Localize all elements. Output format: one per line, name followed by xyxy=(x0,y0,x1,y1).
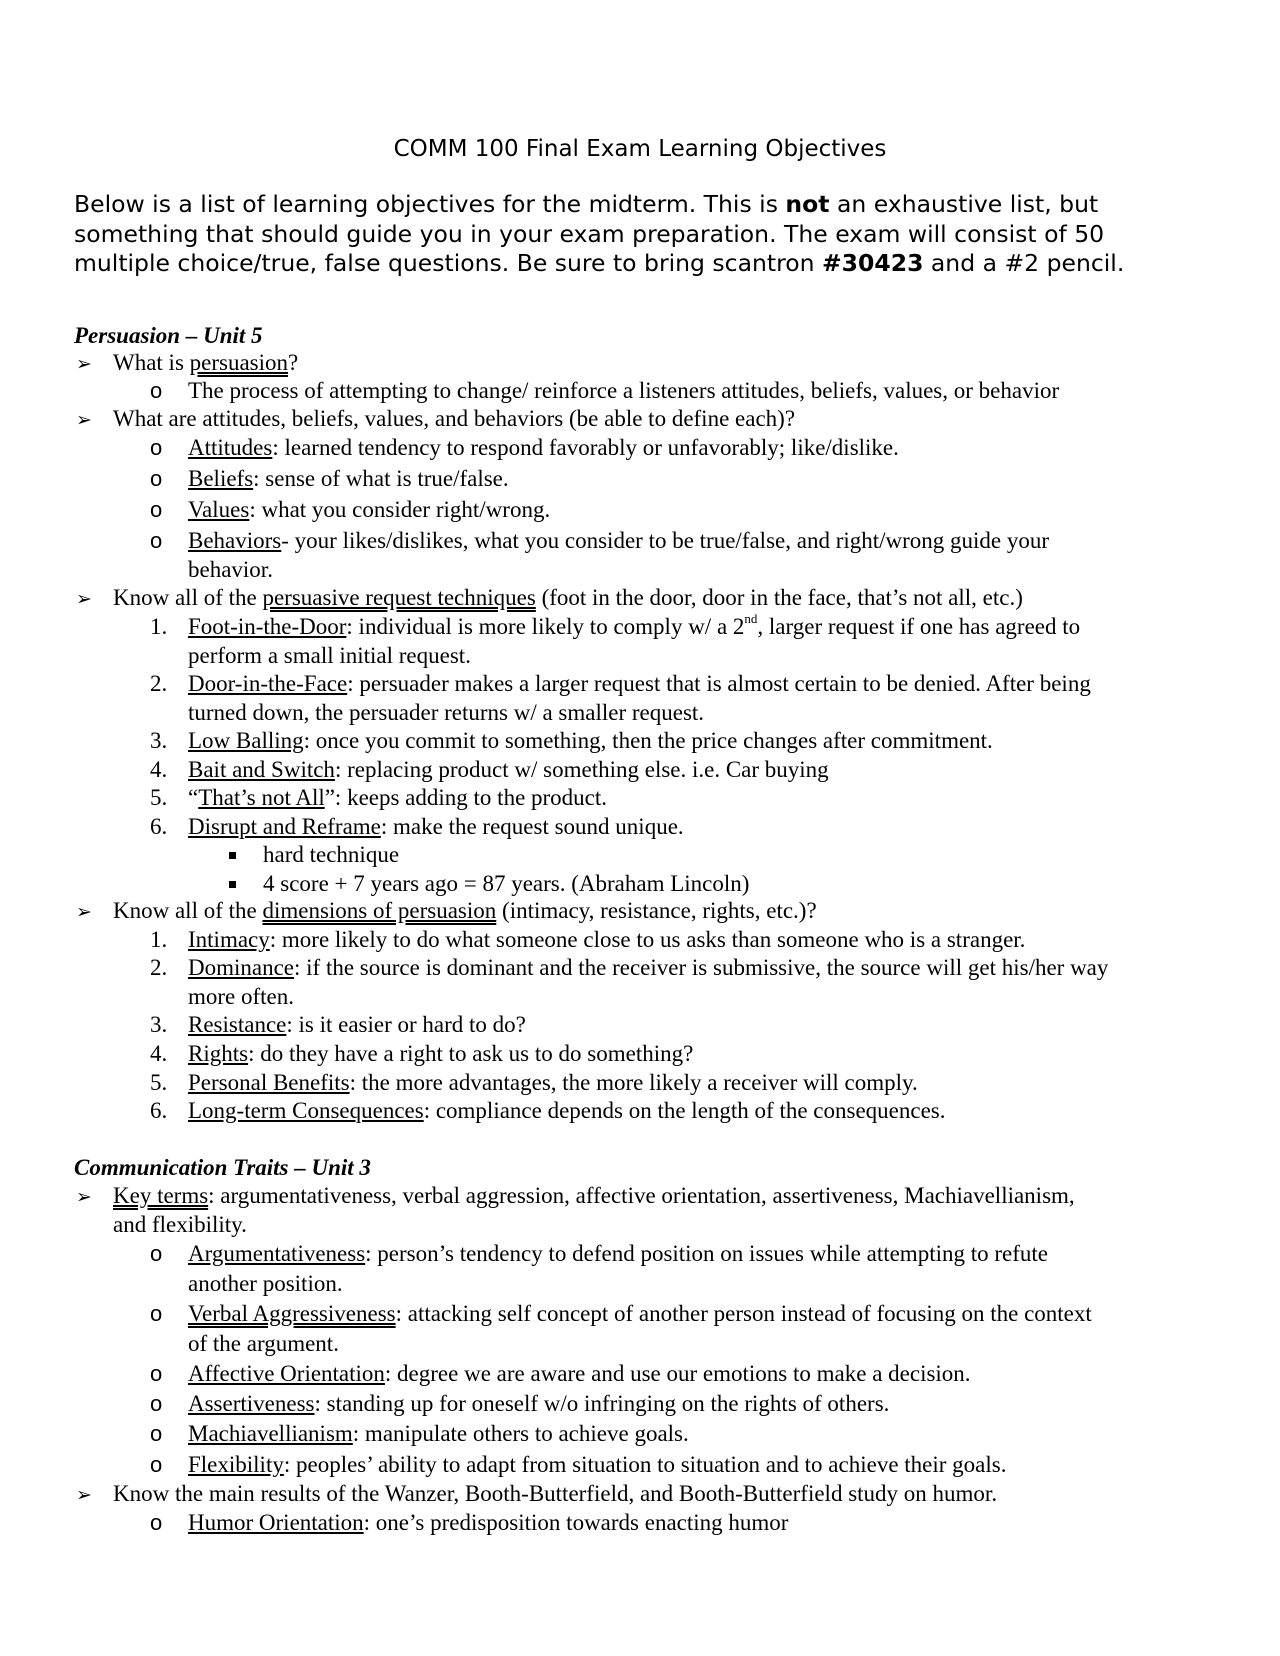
circle-bullet-icon: o xyxy=(150,1452,163,1477)
list-number: 6. xyxy=(150,1098,168,1123)
square-bullet-icon xyxy=(226,841,240,869)
intro-text-3: and a #2 pencil. xyxy=(923,249,1125,277)
list-number: 5. xyxy=(150,785,168,810)
arrow-bullet-icon: ➢ xyxy=(76,353,92,375)
arrow-bullet-icon: ➢ xyxy=(76,901,92,923)
definition-humor-orientation: Humor Orientation: one’s predisposition towards enacting humor xyxy=(188,1510,789,1535)
circle-bullet-icon: o xyxy=(150,1421,163,1446)
dimension-resistance: Resistance: is it easier or hard to do? xyxy=(188,1012,526,1037)
technique-door-in-face: Door-in-the-Face: persuader makes a larger request that is almost certain to be denied. After being xyxy=(188,671,1091,696)
intro-text-1: Below is a list of learning objectives for the midterm. This is xyxy=(74,190,786,218)
list-number: 2. xyxy=(150,671,168,696)
list-number: 4. xyxy=(150,757,168,782)
definition-behaviors: Behaviors- your likes/dislikes, what you consider to be true/false, and right/wrong guide your xyxy=(188,528,1050,553)
trait-flexibility: Flexibility: peoples’ ability to adapt from situation to situation and to achieve their goals. xyxy=(188,1452,1007,1477)
arrow-bullet-icon: ➢ xyxy=(76,1484,92,1506)
square-bullet-icon xyxy=(226,870,240,898)
answer-persuasion: The process of attempting to change/ reinforce a listeners attitudes, beliefs, values, or behavior xyxy=(188,378,1060,403)
arrow-bullet-icon: ➢ xyxy=(76,588,92,610)
trait-verbal-aggressiveness-cont: of the argument. xyxy=(188,1331,339,1356)
question-humor-study: Know the main results of the Wanzer, Booth-Butterfield, and Booth-Butterfield study on humor. xyxy=(113,1481,998,1506)
reframe-note: 4 score + 7 years ago = 87 years. (Abraham Lincoln) xyxy=(263,871,750,896)
trait-argumentativeness: Argumentativeness: person’s tendency to defend position on issues while attempting to refute xyxy=(188,1241,1048,1266)
circle-bullet-icon: o xyxy=(150,466,163,491)
question-persuasion xyxy=(113,349,298,377)
list-number: 4. xyxy=(150,1041,168,1066)
page-title: COMM 100 Final Exam Learning Objectives xyxy=(393,136,887,162)
intro-text-2: an exhaustive list, but something that should guide you in your exam preparation. The exam will consist of 50 multiple choice/true, false questions. Be sure to bring scantron xyxy=(74,190,1105,277)
list-number: 6. xyxy=(150,814,168,839)
intro-scantron-number: #30423 xyxy=(821,249,924,277)
definition-attitudes: Attitudes: learned tendency to respond favorably or unfavorably; like/dislike. xyxy=(188,435,899,460)
intro-paragraph xyxy=(74,190,1204,279)
definition-behaviors-cont: behavior. xyxy=(188,557,273,582)
technique-door-in-face-cont: turned down, the persuader returns w/ a smaller request. xyxy=(188,700,705,725)
technique-foot-in-door: Foot-in-the-Door: individual is more likely to comply w/ a 2nd, larger request if one has agreed to xyxy=(188,611,1081,639)
list-number: 5. xyxy=(150,1070,168,1095)
circle-bullet-icon: o xyxy=(150,1361,163,1386)
definition-beliefs: Beliefs: sense of what is true/false. xyxy=(188,466,509,491)
list-number: 3. xyxy=(150,1012,168,1037)
circle-bullet-icon: o xyxy=(150,497,163,522)
key-terms-cont: and flexibility. xyxy=(113,1212,247,1237)
technique-low-balling: Low Balling: once you commit to something, then the price changes after commitment. xyxy=(188,728,993,753)
dimension-personal-benefits: Personal Benefits: the more advantages, the more likely a receiver will comply. xyxy=(188,1070,918,1095)
trait-assertiveness: Assertiveness: standing up for oneself w/o infringing on the rights of others. xyxy=(188,1391,890,1416)
technique-foot-in-door-cont: perform a small initial request. xyxy=(188,643,471,668)
list-number: 1. xyxy=(150,927,168,952)
technique-disrupt-reframe: Disrupt and Reframe: make the request sound unique. xyxy=(188,814,684,839)
question-request-techniques: Know all of the persuasive request techniques (foot in the door, door in the face, that’s not all, etc.) xyxy=(113,585,1023,610)
question-dimensions: Know all of the dimensions of persuasion (intimacy, resistance, rights, etc.)? xyxy=(113,898,817,923)
list-number: 2. xyxy=(150,955,168,980)
dimension-intimacy: Intimacy: more likely to do what someone close to us asks than someone who is a stranger. xyxy=(188,927,1026,952)
arrow-bullet-icon: ➢ xyxy=(76,409,92,431)
dimension-long-term-consequences: Long-term Consequences: compliance depends on the length of the consequences. xyxy=(188,1098,946,1123)
circle-bullet-icon: o xyxy=(150,1510,163,1535)
dimension-rights: Rights: do they have a right to ask us to do something? xyxy=(188,1041,694,1066)
section-heading-unit3: Communication Traits – Unit 3 xyxy=(74,1155,371,1180)
arrow-bullet-icon: ➢ xyxy=(76,1186,92,1208)
trait-argumentativeness-cont: another position. xyxy=(188,1271,343,1296)
trait-affective-orientation: Affective Orientation: degree we are aware and use our emotions to make a decision. xyxy=(188,1361,971,1386)
circle-bullet-icon: o xyxy=(150,1391,163,1416)
question-attitudes: What are attitudes, beliefs, values, and behaviors (be able to define each)? xyxy=(113,406,796,431)
list-number: 1. xyxy=(150,614,168,639)
list-number: 3. xyxy=(150,728,168,753)
definition-values: Values: what you consider right/wrong. xyxy=(188,497,551,522)
reframe-note: hard technique xyxy=(263,842,400,867)
q1-pre: What is xyxy=(113,350,190,375)
intro-emphasis-not: not xyxy=(785,190,830,218)
dimension-dominance-cont: more often. xyxy=(188,984,295,1009)
key-terms: Key terms: argumentativeness, verbal aggression, affective orientation, assertiveness, Machiavellianism, xyxy=(113,1183,1075,1208)
circle-bullet-icon: o xyxy=(150,378,163,403)
dimension-dominance: Dominance: if the source is dominant and the receiver is submissive, the source will get his/her way xyxy=(188,955,1109,980)
q1-post: ? xyxy=(288,350,299,375)
technique-thats-not-all: “That’s not All”: keeps adding to the product. xyxy=(188,785,608,810)
trait-verbal-aggressiveness: Verbal Aggressiveness: attacking self concept of another person instead of focusing on the context xyxy=(188,1301,1092,1326)
technique-bait-switch: Bait and Switch: replacing product w/ something else. i.e. Car buying xyxy=(188,757,829,782)
section-heading-unit5: Persuasion – Unit 5 xyxy=(74,323,263,348)
q1-term: persuasion xyxy=(189,350,289,375)
trait-machiavellianism: Machiavellianism: manipulate others to achieve goals. xyxy=(188,1421,689,1446)
circle-bullet-icon: o xyxy=(150,435,163,460)
circle-bullet-icon: o xyxy=(150,1241,163,1266)
circle-bullet-icon: o xyxy=(150,528,163,553)
circle-bullet-icon: o xyxy=(150,1301,163,1326)
